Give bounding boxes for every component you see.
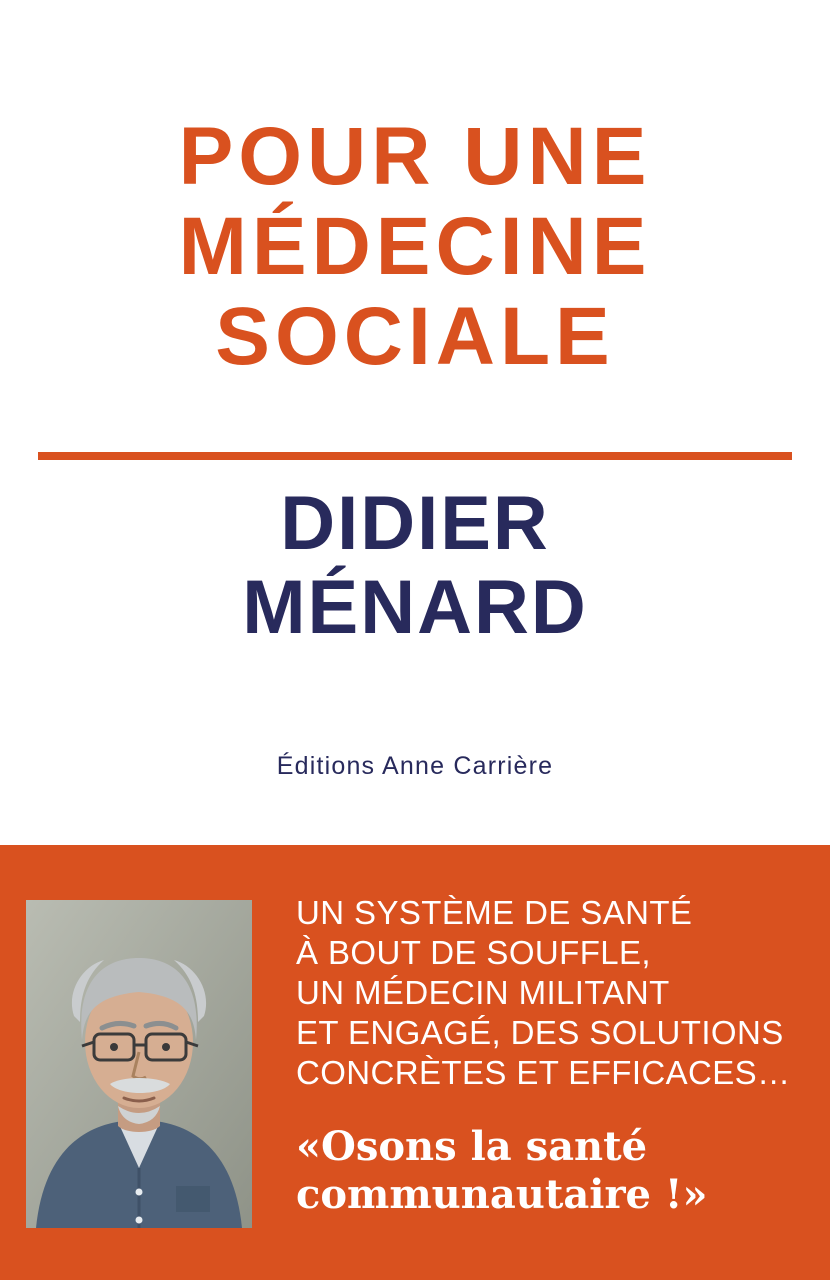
author-line-1: DIDIER xyxy=(280,481,550,566)
title-line-1: POUR UNE xyxy=(178,111,652,202)
portrait-illustration xyxy=(26,900,252,1228)
author-name xyxy=(0,482,830,650)
tagline-line-1: UN SYSTÈME DE SANTÉ xyxy=(296,894,693,931)
title-line-2: MÉDECINE xyxy=(178,201,652,292)
pull-quote xyxy=(296,1123,816,1219)
tagline-line-3: UN MÉDECIN MILITANT xyxy=(296,974,670,1011)
title-divider xyxy=(38,452,792,460)
book-title xyxy=(0,112,830,382)
publisher-name: Éditions Anne Carrière xyxy=(276,752,554,780)
cover-bottom-band xyxy=(0,845,830,1280)
author-portrait xyxy=(26,900,252,1228)
quote-line-2: communautaire !» xyxy=(296,1171,708,1218)
quote-line-1: «Osons la santé xyxy=(296,1123,648,1170)
tagline-line-4: ET ENGAGÉ, DES SOLUTIONS xyxy=(296,1014,784,1051)
title-line-3: SOCIALE xyxy=(215,291,615,382)
tagline-line-5: CONCRÈTES ET EFFICACES… xyxy=(296,1054,791,1091)
tagline-line-2: À BOUT DE SOUFFLE, xyxy=(296,934,651,971)
author-line-2: MÉNARD xyxy=(242,565,588,650)
band-text-block xyxy=(296,893,816,1219)
tagline xyxy=(296,893,816,1093)
